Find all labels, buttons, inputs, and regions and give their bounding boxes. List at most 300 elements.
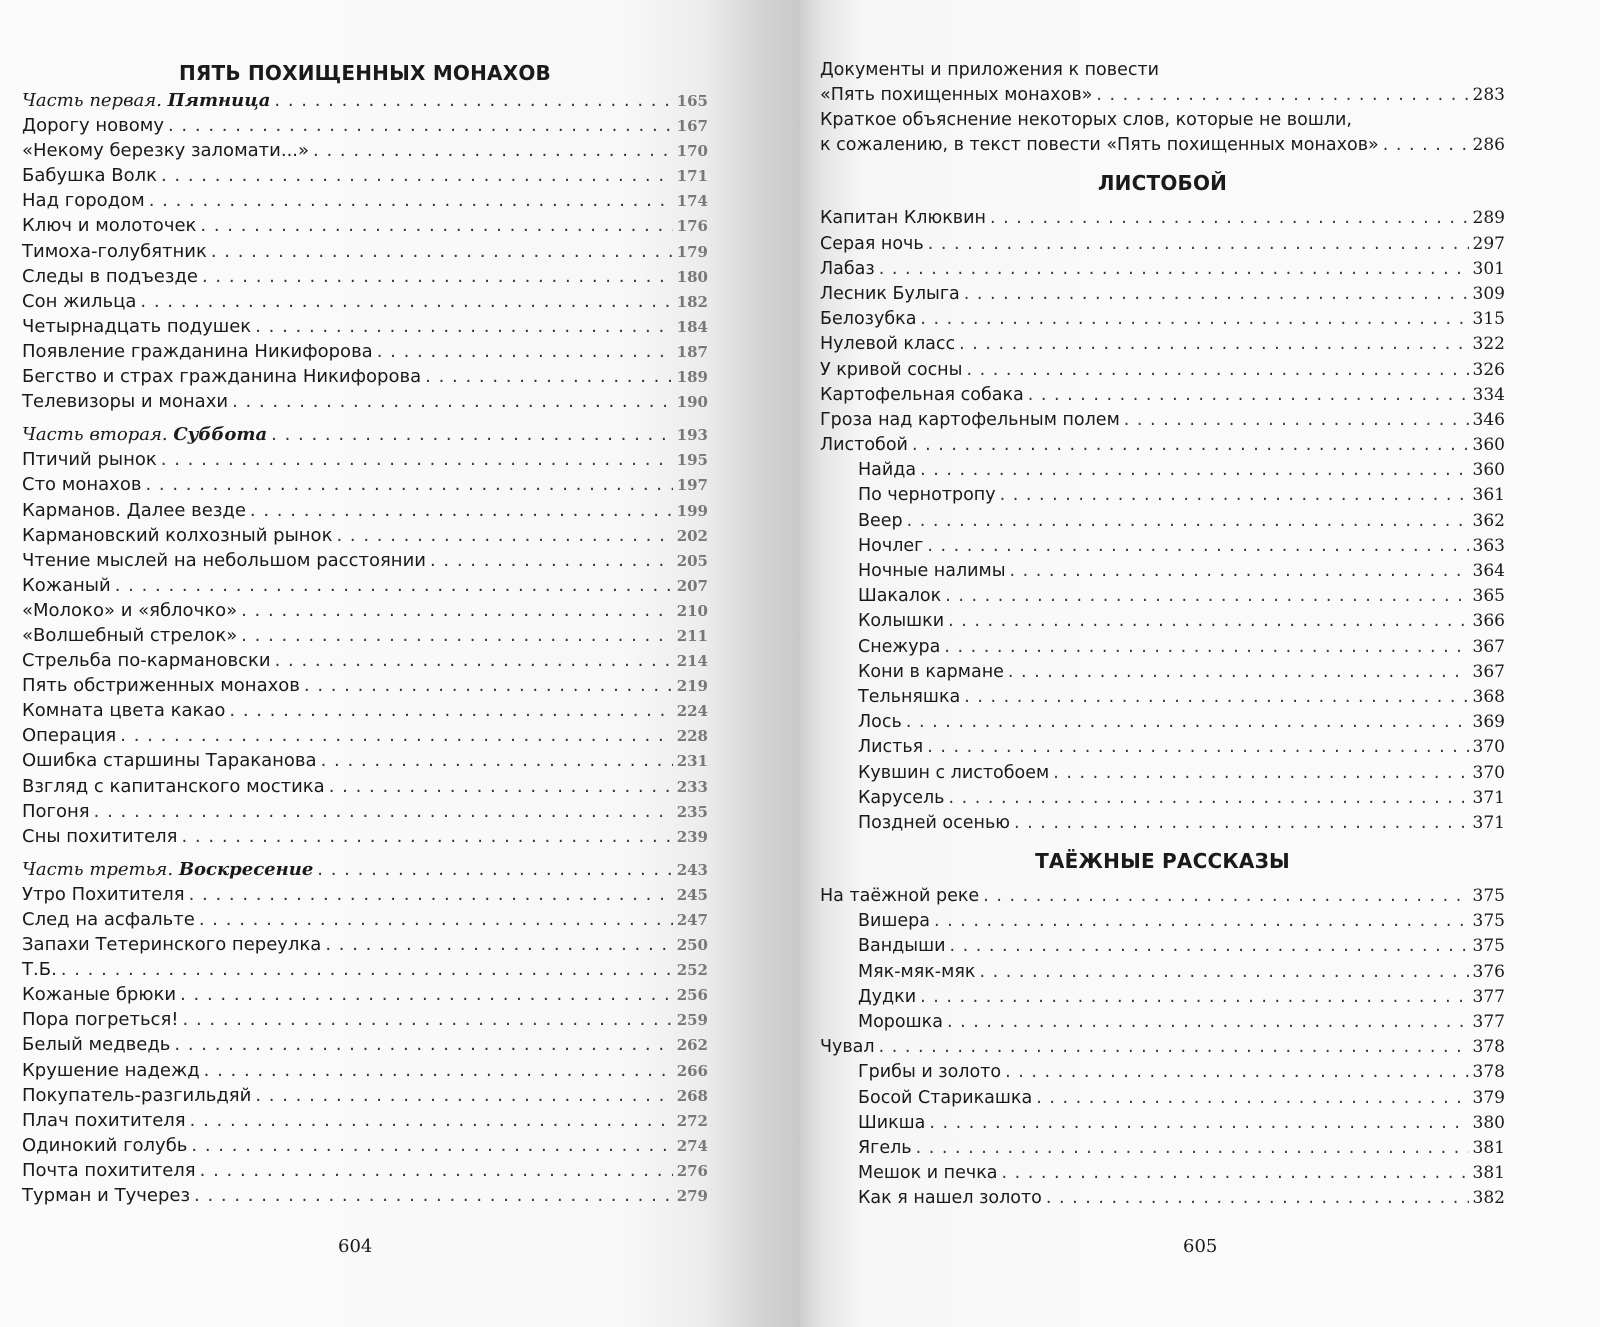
leader-dots: [920, 307, 1468, 332]
leader-dots: [945, 584, 1468, 609]
entry-page: 228: [676, 727, 708, 746]
leader-dots: [204, 1058, 673, 1083]
entry-page: 214: [676, 652, 708, 671]
toc-entry[interactable]: [22, 239, 708, 264]
toc-entry[interactable]: [22, 1158, 708, 1183]
toc-sub-entry[interactable]: [820, 735, 1505, 760]
toc-entry[interactable]: [820, 307, 1505, 332]
entry-title: Запахи Тетеринского переулка: [22, 934, 322, 956]
leader-dots: [879, 1035, 1469, 1060]
entry-page: 174: [676, 192, 708, 211]
toc-entry[interactable]: [22, 774, 708, 799]
toc-sub-entry[interactable]: [820, 985, 1505, 1010]
leader-dots: [959, 332, 1468, 357]
entry-title: Пора погреться!: [22, 1009, 179, 1031]
toc-entry[interactable]: [22, 907, 708, 932]
entry-title: Грибы и золото: [858, 1062, 1002, 1083]
toc-entry[interactable]: [22, 472, 708, 497]
entry-page: 381: [1472, 1163, 1505, 1184]
leader-dots: [912, 433, 1469, 458]
toc-part-heading[interactable]: [22, 88, 708, 113]
entry-title: Тельняшка: [858, 686, 961, 707]
entry-title: [22, 88, 270, 113]
toc-sub-entry[interactable]: [820, 1136, 1505, 1161]
entry-page: 224: [676, 702, 708, 721]
entry-page: 193: [676, 426, 708, 445]
leader-dots: [190, 1108, 673, 1133]
leader-dots: [274, 88, 672, 113]
entry-title: Кармановский колхозный рынок: [22, 524, 333, 546]
entry-page: 378: [1472, 1037, 1505, 1058]
leader-dots: [1046, 1186, 1469, 1211]
entry-title: Мешок и печка: [858, 1163, 998, 1184]
leader-dots: [1000, 483, 1469, 508]
toc-entry[interactable]: [22, 447, 708, 472]
leader-dots: [1002, 1161, 1469, 1186]
toc-sub-entry[interactable]: [820, 458, 1505, 483]
entry-page: 259: [676, 1011, 708, 1030]
entry-page: 363: [1472, 535, 1505, 556]
leader-dots: [275, 648, 673, 673]
entry-page: 205: [676, 551, 708, 570]
entry-page: 370: [1472, 762, 1505, 783]
leader-dots: [183, 1007, 673, 1032]
entry-page: 315: [1472, 309, 1505, 330]
toc-entry[interactable]: [22, 648, 708, 673]
entry-page: 322: [1472, 334, 1505, 355]
entry-title: Ошибка старшины Тараканова: [22, 750, 317, 772]
leader-dots: [1383, 133, 1469, 158]
entry-page: 210: [676, 601, 708, 620]
toc-entry[interactable]: [22, 799, 708, 824]
entry-title: Кожаный: [22, 574, 111, 596]
entry-title: Бегство и страх гражданина Никифорова: [22, 366, 422, 388]
toc-group-heading[interactable]: [820, 884, 1505, 909]
entry-title: Мяк-мяк-мяк: [858, 961, 976, 982]
leader-dots: [879, 257, 1469, 282]
entry-title: Сны похитителя: [22, 825, 178, 847]
leader-dots: [377, 339, 673, 364]
leader-dots: [241, 623, 672, 648]
leader-dots: [1124, 408, 1469, 433]
entry-title: Сон жильца: [22, 290, 137, 312]
entry-title: Морошка: [858, 1012, 943, 1032]
toc-sub-entry[interactable]: [820, 1010, 1505, 1035]
leader-dots: [329, 774, 673, 799]
entry-title: Бабушка Волк: [22, 165, 157, 187]
toc-group-heading[interactable]: [820, 1035, 1505, 1060]
leader-dots: [1010, 559, 1469, 584]
leader-dots: [241, 598, 673, 623]
toc-sub-entry[interactable]: [820, 609, 1505, 634]
entry-title: Тимоха-голубятник: [22, 240, 207, 262]
entry-page: 179: [676, 242, 708, 261]
leader-dots: [949, 934, 1468, 959]
toc-entry[interactable]: [820, 206, 1505, 231]
entry-page: 369: [1472, 712, 1505, 733]
toc-sub-entry[interactable]: [820, 909, 1505, 934]
leader-dots: [1028, 383, 1469, 408]
entry-page: 176: [676, 217, 708, 236]
leader-dots: [181, 824, 672, 849]
entry-title: Кони в кармане: [858, 661, 1004, 682]
entry-title: Лабаз: [820, 258, 875, 279]
toc-entry[interactable]: [22, 314, 708, 339]
leader-dots: [313, 138, 673, 163]
entry-title: У кривой сосны: [820, 359, 963, 380]
leader-dots: [1036, 1086, 1468, 1111]
entry-title: Крушение надежд: [22, 1059, 200, 1081]
entry-page: 375: [1472, 936, 1505, 957]
leader-dots: [990, 206, 1469, 231]
leader-dots: [948, 609, 1468, 634]
part-title: Суббота: [173, 424, 268, 446]
leader-dots: [920, 458, 1468, 483]
leader-dots: [927, 735, 1468, 760]
toc-entry[interactable]: [22, 364, 708, 389]
entry-title: Дорогу новому: [22, 115, 164, 137]
toc-sub-entry[interactable]: [820, 1086, 1505, 1111]
entry-page: 165: [676, 92, 708, 110]
entry-title: Чтение мыслей на небольшом расстоянии: [22, 549, 426, 571]
toc-sub-entry[interactable]: [820, 534, 1505, 559]
toc-entry[interactable]: [22, 1108, 708, 1133]
toc-entry[interactable]: [22, 932, 708, 957]
toc-entry[interactable]: [820, 332, 1505, 357]
toc-sub-entry[interactable]: [820, 1161, 1505, 1186]
entry-title: Босой Старикашка: [858, 1087, 1033, 1108]
leader-dots: [161, 447, 673, 472]
toc-entry[interactable]: [22, 339, 708, 364]
entry-title: На таёжной реке: [820, 886, 980, 907]
entry-page: 289: [1472, 208, 1505, 229]
toc-entry[interactable]: [22, 213, 708, 238]
leader-dots: [934, 909, 1469, 934]
toc-entry[interactable]: [22, 957, 708, 982]
toc-entry[interactable]: [820, 383, 1505, 408]
leader-dots: [271, 422, 673, 447]
entry-page: 366: [1472, 611, 1505, 632]
entry-title: Гроза над картофельным полем: [820, 409, 1120, 430]
toc-entry[interactable]: [22, 1133, 708, 1158]
toc-sub-entry[interactable]: [820, 761, 1505, 786]
entry-title: Нулевой класс: [820, 334, 956, 355]
entry-page: 231: [676, 752, 708, 771]
leader-dots: [115, 573, 673, 598]
leader-dots: [920, 985, 1468, 1010]
toc-entry[interactable]: [22, 113, 708, 138]
entry-title: След на асфальте: [22, 909, 195, 930]
toc-entry[interactable]: [22, 1083, 708, 1108]
entry-title: Кувшин с листобоем: [858, 762, 1050, 783]
entry-page: 378: [1472, 1062, 1505, 1083]
toc-sub-entry[interactable]: [820, 660, 1505, 685]
entry-page: 377: [1472, 1012, 1505, 1032]
toc-entry[interactable]: [820, 282, 1505, 307]
entry-title: Ключ и молоточек: [22, 215, 197, 237]
entry-title: Серая ночь: [820, 233, 924, 254]
entry-page: 382: [1472, 1188, 1505, 1209]
toc-sub-entry[interactable]: [820, 635, 1505, 660]
toc-entry[interactable]: [22, 1007, 708, 1032]
toc-entry[interactable]: [22, 1183, 708, 1208]
leader-dots: [229, 698, 672, 723]
entry-page: 235: [676, 802, 708, 821]
toc-sub-entry[interactable]: [820, 509, 1505, 534]
toc-entry[interactable]: [820, 358, 1505, 383]
toc-entry[interactable]: [22, 573, 708, 598]
entry-page: 219: [676, 677, 708, 696]
entry-title: Картофельная собака: [820, 384, 1024, 405]
leader-dots: [906, 710, 1469, 735]
entry-page: 252: [676, 961, 708, 980]
entry-page: 375: [1472, 911, 1505, 932]
entry-page: 202: [676, 526, 708, 545]
entry-title: Листобой: [820, 435, 908, 456]
entry-title: Операция: [22, 725, 117, 747]
entry-title: Вишера: [858, 911, 930, 932]
leader-dots: [61, 957, 673, 982]
entry-title: Ночные налимы: [858, 561, 1006, 581]
toc-entry[interactable]: [820, 257, 1505, 282]
toc-sub-entry[interactable]: [820, 1186, 1505, 1211]
entry-page: 283: [1472, 85, 1505, 105]
toc-sub-entry[interactable]: [820, 685, 1505, 710]
entry-page: 197: [676, 476, 708, 495]
toc-part-heading[interactable]: [22, 422, 708, 447]
entry-page: 309: [1472, 283, 1505, 304]
entry-title: Найда: [858, 460, 917, 481]
entry-title: Дудки: [858, 986, 917, 1007]
toc-entry[interactable]: [22, 498, 708, 523]
leader-dots: [964, 282, 1469, 307]
toc-sub-entry[interactable]: [820, 934, 1505, 959]
toc-sub-entry[interactable]: [820, 960, 1505, 985]
toc-entry[interactable]: [22, 623, 708, 648]
leader-dots: [1053, 761, 1468, 786]
entry-title: Т.Б.: [22, 959, 57, 981]
toc-sub-entry[interactable]: [820, 710, 1505, 735]
entry-title: Покупатель-разгильдяй: [22, 1084, 252, 1106]
entry-page: 334: [1472, 384, 1505, 405]
leader-dots: [983, 884, 1468, 909]
entry-page: 367: [1472, 636, 1505, 657]
entry-title: Погоня: [22, 800, 90, 822]
entry-title: Плач похитителя: [22, 1109, 186, 1131]
leader-dots: [232, 389, 673, 414]
section-title-taiga: ТАЁЖНЫЕ РАССКАЗЫ: [1035, 849, 1290, 874]
entry-page: 195: [676, 451, 708, 470]
entry-page: 346: [1472, 409, 1505, 430]
leader-dots: [255, 314, 673, 339]
entry-page: 190: [676, 393, 708, 412]
leader-dots: [321, 748, 673, 773]
entry-title: Чувал: [820, 1037, 875, 1058]
entry-page: 301: [1472, 258, 1505, 279]
toc-entry[interactable]: [820, 408, 1505, 433]
entry-page: 247: [676, 911, 708, 929]
toc-entry[interactable]: [22, 389, 708, 414]
leader-dots: [927, 534, 1468, 559]
toc-part-heading[interactable]: [22, 857, 708, 882]
leader-dots: [120, 723, 672, 748]
leader-dots: [325, 932, 672, 957]
toc-entry[interactable]: [22, 548, 708, 573]
entry-page: 368: [1472, 686, 1505, 707]
entry-page: 189: [676, 368, 708, 387]
toc-entry-glossary[interactable]: [820, 133, 1505, 158]
entry-page: 184: [676, 317, 708, 336]
entry-title: Стрельба по-кармановски: [22, 650, 271, 672]
entry-page: 362: [1472, 510, 1505, 531]
glossary-line-1: Краткое объяснение некоторых слов, которые не вошли,: [820, 110, 1352, 131]
entry-title: Шакалок: [858, 586, 942, 607]
leader-dots: [964, 685, 1468, 710]
toc-entry-documents[interactable]: [820, 83, 1505, 108]
toc-entry[interactable]: [22, 598, 708, 623]
toc-entry[interactable]: [820, 232, 1505, 257]
toc-sub-entry[interactable]: [820, 1111, 1505, 1136]
toc-entry[interactable]: [22, 723, 708, 748]
entry-page: 381: [1472, 1137, 1505, 1158]
toc-entry[interactable]: [22, 264, 708, 289]
entry-title: Карманов. Далее везде: [22, 499, 246, 521]
toc-entry[interactable]: [22, 824, 708, 849]
leader-dots: [189, 882, 673, 907]
entry-title: [22, 422, 267, 447]
entry-title: Ягель: [858, 1137, 912, 1158]
entry-title: Шикша: [858, 1112, 926, 1133]
toc-entry[interactable]: [22, 163, 708, 188]
entry-title: Снежура: [858, 636, 941, 657]
entry-title: «Молоко» и «яблочко»: [22, 599, 238, 621]
toc-entry[interactable]: [22, 982, 708, 1007]
entry-page: 380: [1472, 1112, 1505, 1133]
entry-page: 365: [1472, 586, 1505, 607]
entry-page: 377: [1472, 986, 1505, 1007]
toc-entry[interactable]: [22, 1032, 708, 1057]
toc-entry[interactable]: [22, 698, 708, 723]
entry-page: 266: [676, 1061, 708, 1080]
toc-sub-entry[interactable]: [820, 559, 1505, 584]
toc-entry[interactable]: [22, 1058, 708, 1083]
toc-entry[interactable]: [22, 882, 708, 907]
entry-page: 361: [1472, 485, 1505, 506]
entry-page: 276: [676, 1161, 708, 1180]
entry-page: 171: [676, 167, 708, 186]
leader-dots: [430, 548, 673, 573]
leader-dots: [1005, 1060, 1468, 1085]
entry-title: Колышки: [858, 611, 945, 632]
entry-title: «Некому березку заломати...»: [22, 140, 310, 162]
entry-title: Белозубка: [820, 309, 917, 330]
entry-page: 262: [676, 1036, 708, 1055]
toc-entry[interactable]: [22, 523, 708, 548]
entry-title: Как я нашел золото: [858, 1188, 1042, 1209]
leader-dots: [255, 1083, 672, 1108]
entry-title: Вандыши: [858, 936, 946, 957]
entry-title: к сожалению, в текст повести «Пять похищенных монахов»: [820, 135, 1379, 156]
toc-entry[interactable]: [22, 748, 708, 773]
leader-dots: [191, 1133, 672, 1158]
entry-title: Ночлег: [858, 535, 924, 556]
entry-page: 360: [1472, 460, 1505, 481]
entry-page: 233: [676, 777, 708, 796]
toc-entry[interactable]: [820, 433, 1505, 458]
toc-sub-entry[interactable]: [820, 811, 1505, 836]
entry-page: 245: [676, 885, 708, 904]
documents-line-1: Документы и приложения к повести: [820, 60, 1160, 80]
table-of-contents-left: [22, 58, 708, 1208]
entry-page: 187: [676, 342, 708, 361]
entry-page: 379: [1472, 1087, 1505, 1108]
part-section: [22, 857, 708, 1208]
entry-page: 367: [1472, 661, 1505, 682]
entry-page: 279: [676, 1187, 708, 1206]
leader-dots: [947, 1010, 1469, 1035]
toc-sub-entry[interactable]: [820, 786, 1505, 811]
entry-title: Карусель: [858, 787, 945, 808]
entry-title: Четырнадцать подушек: [22, 315, 252, 337]
entry-page: 243: [676, 860, 708, 879]
leader-dots: [180, 982, 673, 1007]
toc-entry[interactable]: [22, 673, 708, 698]
toc-sub-entry[interactable]: [820, 1060, 1505, 1085]
toc-sub-entry[interactable]: [820, 483, 1505, 508]
part-section: [22, 88, 708, 414]
entry-title: Пять обстриженных монахов: [22, 675, 300, 697]
leader-dots: [1014, 811, 1469, 836]
leader-dots: [907, 509, 1469, 534]
part-title: Пятница: [167, 90, 271, 111]
toc-sub-entry[interactable]: [820, 584, 1505, 609]
table-of-contents-right: [820, 58, 1505, 1212]
entry-page: 364: [1472, 561, 1505, 581]
entry-page: 268: [676, 1086, 708, 1105]
entry-page: 272: [676, 1111, 708, 1130]
entry-page: 375: [1472, 886, 1505, 907]
entry-title: Над городом: [22, 190, 145, 212]
leader-dots: [200, 213, 672, 238]
entry-page: 360: [1472, 435, 1505, 456]
toc-entry[interactable]: [22, 188, 708, 213]
entry-title: Белый медведь: [22, 1034, 171, 1056]
entry-page: 376: [1472, 961, 1505, 982]
page-number: 605: [1183, 1236, 1218, 1257]
entry-title: Одинокий голубь: [22, 1134, 188, 1156]
entry-title: Листья: [858, 737, 924, 758]
entry-page: 370: [1472, 737, 1505, 758]
entry-page: 256: [676, 986, 708, 1005]
leader-dots: [336, 523, 672, 548]
entry-title: Почта похитителя: [22, 1159, 196, 1181]
toc-entry[interactable]: [22, 289, 708, 314]
leader-dots: [211, 239, 673, 264]
leader-dots: [199, 907, 673, 932]
entry-page: 371: [1472, 812, 1505, 833]
section-title-listoboy: ЛИСТОБОЙ: [1097, 171, 1228, 196]
leader-dots: [200, 1158, 673, 1183]
entry-page: 274: [676, 1136, 708, 1155]
entry-title: Комната цвета какао: [22, 700, 226, 722]
entry-title: Сто монахов: [22, 474, 142, 496]
leader-dots: [1008, 660, 1469, 685]
entry-page: 170: [676, 142, 708, 161]
entry-page: 207: [676, 576, 708, 595]
entry-page: 167: [676, 117, 708, 136]
toc-entry[interactable]: [22, 138, 708, 163]
entry-title: «Пять похищенных монахов»: [820, 85, 1093, 105]
